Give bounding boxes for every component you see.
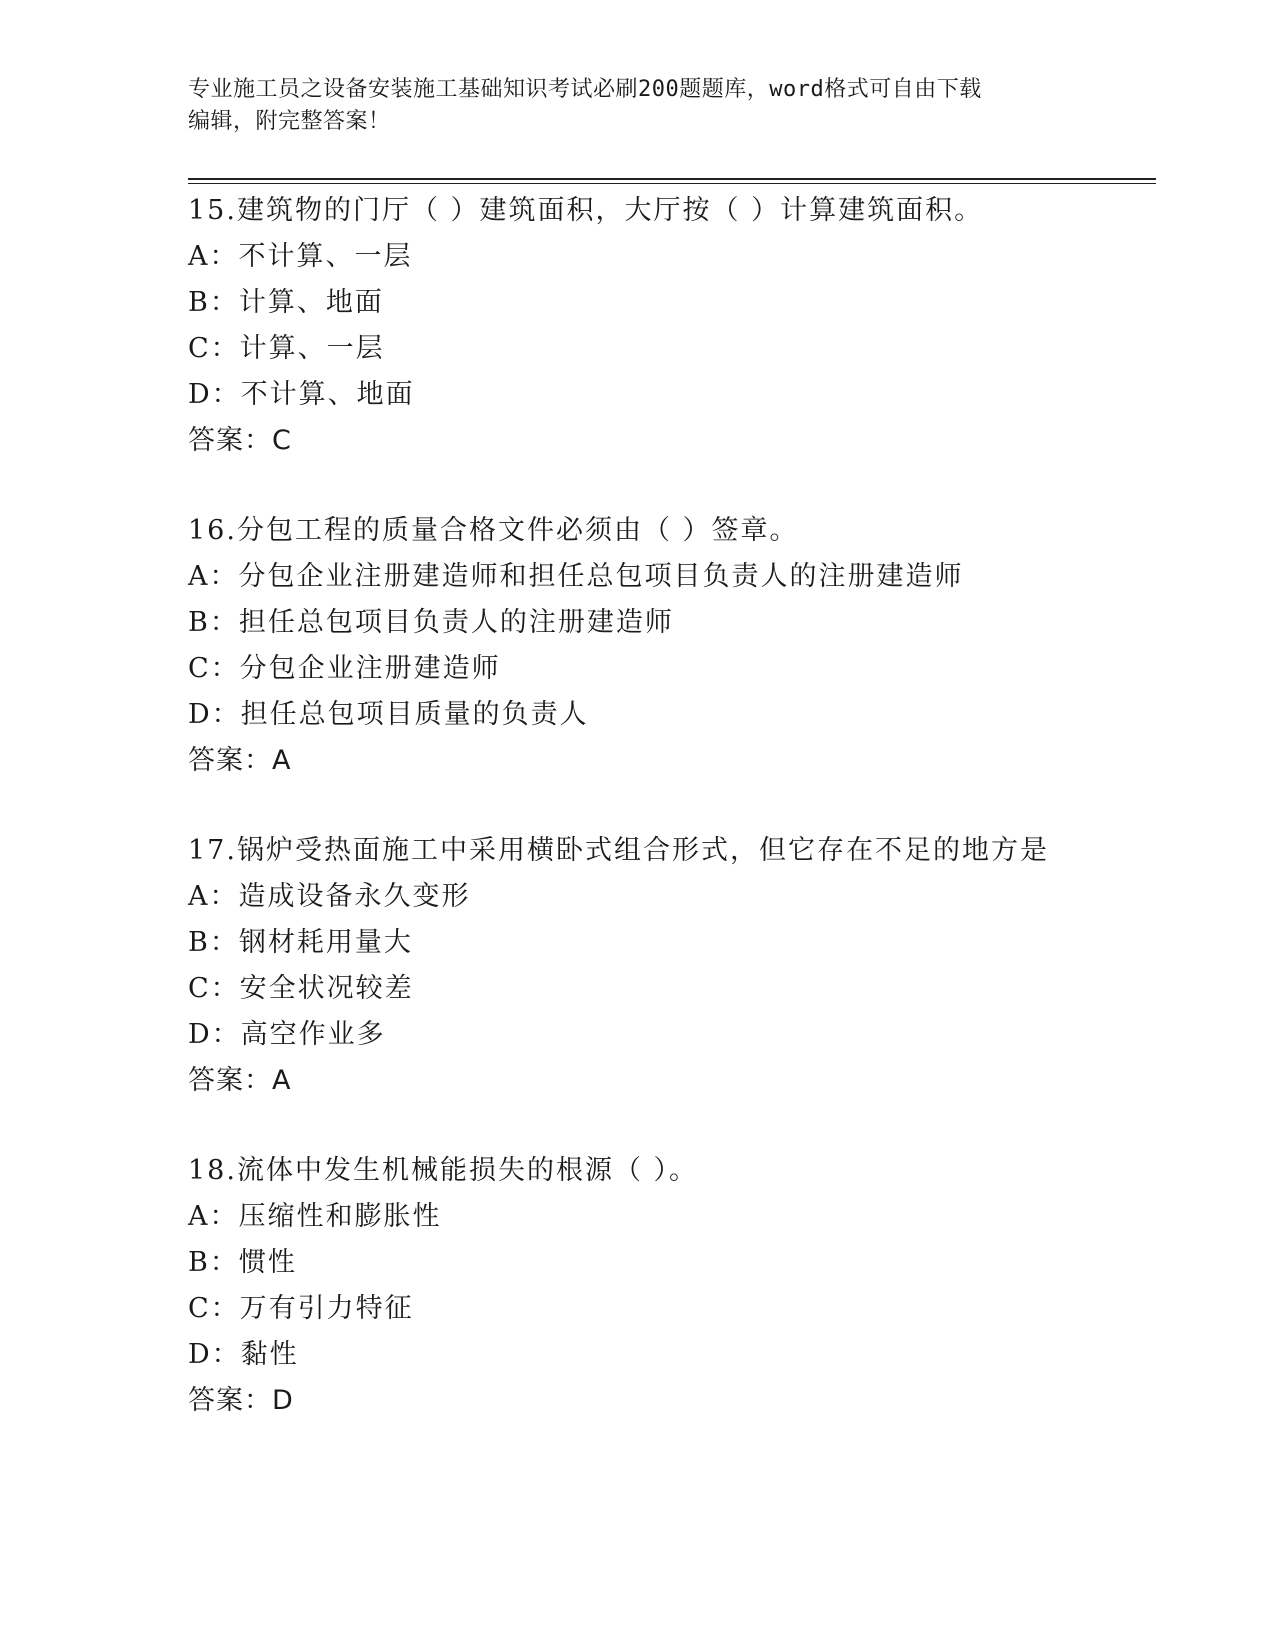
question-15 <box>188 188 1148 464</box>
option-d: D：担任总包项目质量的负责人 <box>188 699 589 730</box>
option-d: D：不计算、地面 <box>188 379 415 410</box>
document-header <box>188 74 1068 138</box>
option-b: B：计算、地面 <box>188 287 384 318</box>
question-17 <box>188 828 1148 1104</box>
option-d: D：黏性 <box>188 1339 299 1370</box>
answer: 答案：D <box>188 1385 294 1416</box>
option-c: C：计算、一层 <box>188 333 385 364</box>
answer: 答案：C <box>188 425 292 456</box>
option-a: A：不计算、一层 <box>188 241 413 272</box>
header-line-2: 编辑，附完整答案！ <box>188 109 391 134</box>
option-b: B：钢材耗用量大 <box>188 927 413 958</box>
answer: 答案：A <box>188 1065 292 1096</box>
option-c: C：安全状况较差 <box>188 973 414 1004</box>
option-c: C：万有引力特征 <box>188 1293 414 1324</box>
header-line-1: 专业施工员之设备安装施工基础知识考试必刷200题题库，word格式可自由下载 <box>188 77 982 102</box>
question-stem: 15.建筑物的门厅（ ）建筑面积，大厅按（ ）计算建筑面积。 <box>188 195 984 226</box>
question-list <box>188 188 1148 1468</box>
question-stem: 17.锅炉受热面施工中采用横卧式组合形式，但它存在不足的地方是 <box>188 835 1049 866</box>
option-a: A：造成设备永久变形 <box>188 881 471 912</box>
option-c: C：分包企业注册建造师 <box>188 653 501 684</box>
answer: 答案：A <box>188 745 292 776</box>
question-stem: 16.分包工程的质量合格文件必须由（ ）签章。 <box>188 515 799 546</box>
question-18 <box>188 1148 1148 1424</box>
option-d: D：高空作业多 <box>188 1019 386 1050</box>
question-stem: 18.流体中发生机械能损失的根源（ ）。 <box>188 1155 699 1186</box>
header-divider-thick <box>188 178 1156 180</box>
option-b: B：惯性 <box>188 1247 297 1278</box>
question-16 <box>188 508 1148 784</box>
option-a: A：压缩性和膨胀性 <box>188 1201 442 1232</box>
option-b: B：担任总包项目负责人的注册建造师 <box>188 607 674 638</box>
option-a: A：分包企业注册建造师和担任总包项目负责人的注册建造师 <box>188 561 964 592</box>
header-divider-thin <box>188 183 1156 184</box>
